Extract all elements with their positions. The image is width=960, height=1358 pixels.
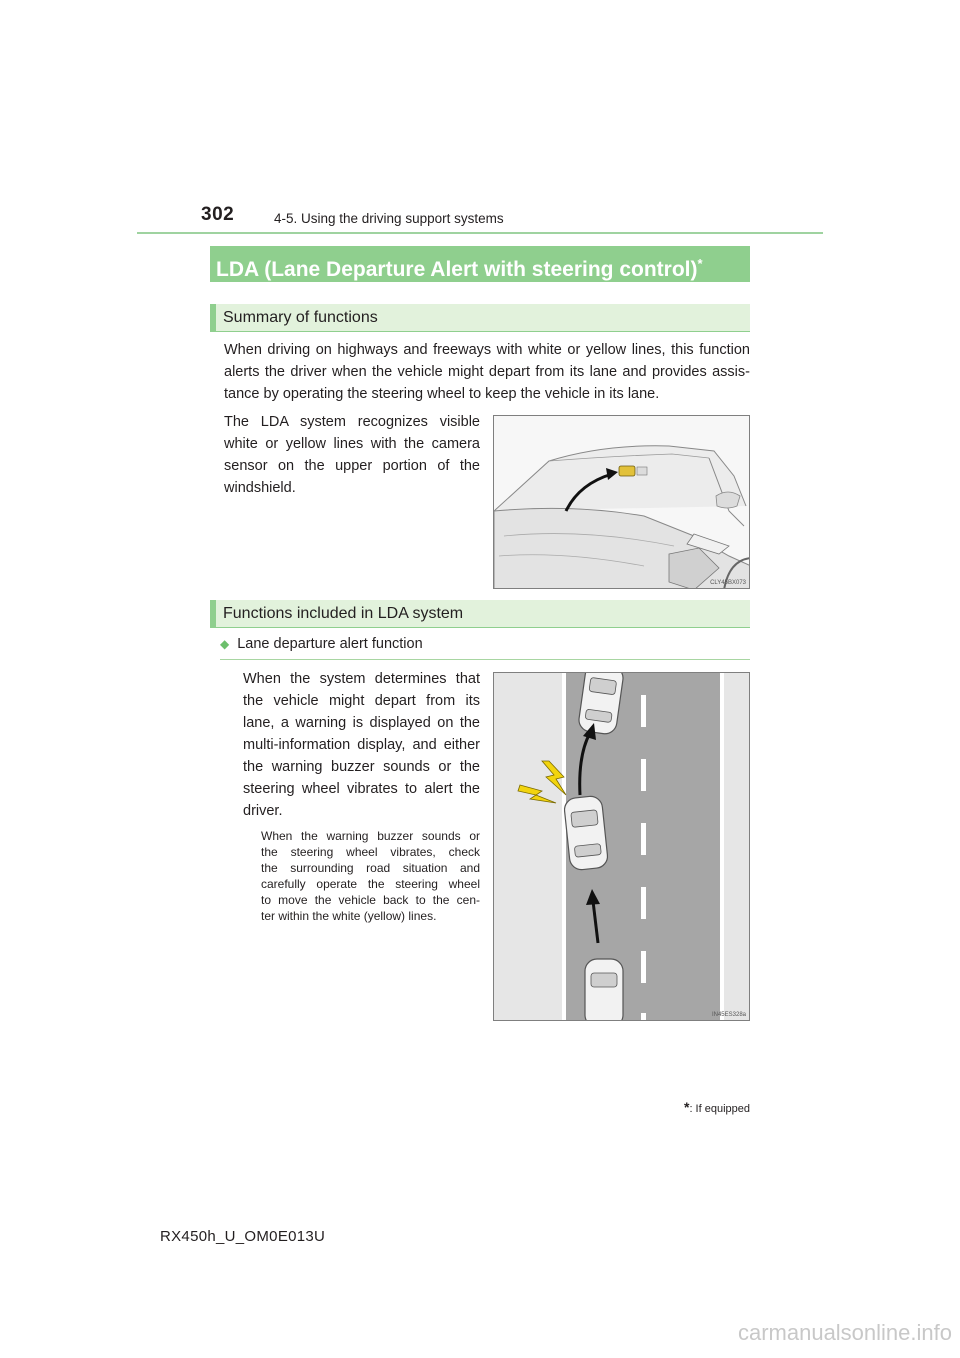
camera-line: windshield. (224, 480, 296, 496)
functions-heading-bar (210, 600, 750, 628)
footnote-symbol: * (683, 1099, 690, 1115)
summary-intro (224, 339, 750, 405)
figure-code: CLY45BX073 (710, 580, 746, 586)
note-line: the steering wheel vibrates, check (261, 845, 480, 859)
body-line: lane, a warning is displayed on the (243, 715, 480, 731)
page-title-text: LDA (Lane Departure Alert with steering control) (216, 258, 698, 281)
note-line: ter within the white (yellow) lines. (261, 909, 437, 923)
summary-heading-bar (210, 304, 750, 332)
body-line: multi-information display, and either (243, 737, 480, 753)
note-line: the surrounding road situation and (261, 861, 480, 875)
bullet-title (220, 636, 423, 652)
model-code: RX450h_U_OM0E013U (160, 1228, 326, 1245)
camera-line: sensor on the upper portion of the (224, 458, 480, 474)
road-drawing (494, 673, 750, 1021)
note-line: to move the vehicle back to the cen- (261, 893, 480, 907)
note-line: When the warning buzzer sounds or (261, 829, 480, 843)
diamond-bullet-icon: ◆ (220, 637, 230, 651)
lane-departure-illustration (493, 672, 750, 1021)
body-line: the warning buzzer sounds or the (243, 759, 480, 775)
functions-heading: Functions included in LDA system (223, 605, 464, 622)
bullet-title-text: Lane departure alert function (237, 636, 423, 652)
watermark: carmanualsonline.info (737, 1320, 952, 1345)
footnote-text: : If equipped (689, 1103, 750, 1115)
note-line: carefully operate the steering wheel (261, 877, 480, 891)
body-line: driver. (243, 803, 283, 819)
footnote (684, 1099, 750, 1115)
heading-accent (210, 304, 216, 331)
car-front-drawing (494, 416, 750, 589)
bullet-rule (220, 659, 750, 660)
warning-note (261, 828, 480, 924)
summary-heading: Summary of functions (223, 309, 378, 326)
lane-departure-body (243, 668, 480, 822)
page-number: 302 (201, 204, 235, 225)
intro-line: When driving on highways and freeways with white or yellow lines, this function (224, 342, 750, 358)
body-line: steering wheel vibrates to alert the (243, 781, 480, 797)
camera-line: white or yellow lines with the camera (224, 436, 480, 452)
camera-description (224, 411, 480, 499)
body-line: When the system determines that (243, 671, 480, 687)
body-line: the vehicle might depart from its (243, 693, 480, 709)
camera-line: The LDA system recognizes visible (224, 414, 480, 430)
windshield-camera-illustration (493, 415, 750, 589)
heading-accent (210, 600, 216, 627)
figure-code: IN45ES328a (711, 1012, 746, 1018)
intro-line: alerts the driver when the vehicle might depart from its lane and provides assis- (224, 364, 750, 380)
if-equipped-marker: * (697, 256, 703, 271)
header-rule (137, 232, 823, 234)
intro-line: tance by operating the steering wheel to keep the vehicle in its lane. (224, 386, 660, 402)
section-header: 4-5. Using the driving support systems (274, 211, 504, 226)
page-title (210, 246, 750, 282)
